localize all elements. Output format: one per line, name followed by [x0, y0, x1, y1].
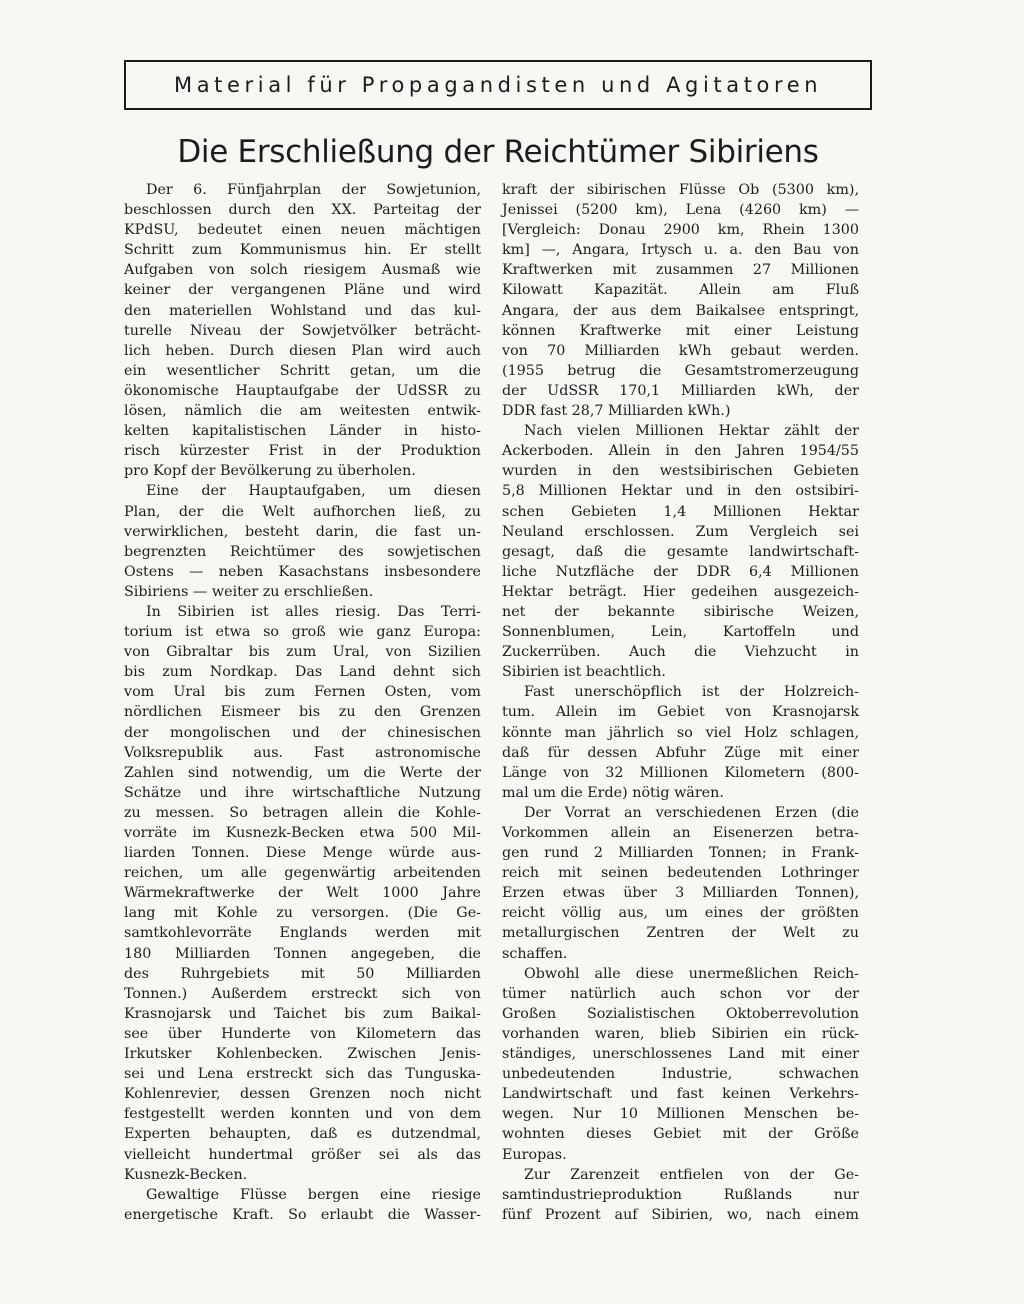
text-line: zu messen. So betragen allein die Kohle- [124, 804, 481, 821]
text-line: Irkutsker Kohlenbecken. Zwischen Jenis- [124, 1046, 481, 1063]
text-line: vorhanden waren, blieb Sibirien ein rück- [502, 1025, 859, 1042]
text-line: reicht völlig aus, um eines der größten [502, 905, 859, 922]
text-line: Schritt zum Kommunismus hin. Er stellt [124, 242, 481, 259]
text-line: von Gibraltar bis zum Ural, von Sizilien [124, 644, 481, 661]
text-line: Zahlen sind notwendig, um die Werte der [124, 764, 481, 781]
text-line: daß für dessen Abfuhr Züge mit einer [502, 744, 859, 761]
text-line: nördlichen Eismeer bis zu den Grenzen [124, 704, 481, 721]
text-line: In Sibirien ist alles riesig. Das Terri- [146, 603, 481, 620]
text-line: des Ruhrgebiets mit 50 Milliarden [124, 965, 481, 982]
text-line: Plan, der die Welt aufhorchen ließ, zu [124, 503, 481, 520]
article-title: Die Erschließung der Reichtümer Sibiriens [177, 134, 819, 170]
text-line: 5,8 Millionen Hektar und in den ostsibiri- [502, 483, 859, 500]
text-line: reichen, um alle gegenwärtig arbeitenden [124, 865, 481, 882]
text-line: turelle Niveau der Sowjetvölker beträcht- [124, 322, 481, 339]
text-line: Zur Zarenzeit entfielen von der Ge- [524, 1166, 859, 1183]
text-line: von 70 Milliarden kWh gebaut werden. [502, 342, 859, 359]
text-line: reich mit seinen bedeutenden Lothringer [502, 865, 859, 882]
text-line: Kohlenrevier, dessen Grenzen noch nicht [124, 1086, 481, 1103]
text-line: liche Nutzfläche der DDR 6,4 Millionen [502, 563, 859, 580]
text-line: wegen. Nur 10 Millionen Menschen be- [502, 1106, 859, 1123]
text-line: vom Ural bis zum Fernen Osten, vom [124, 684, 481, 701]
text-line: Kusnezk-Becken. [124, 1166, 248, 1183]
text-line: Landwirtschaft und fast keinen Verkehrs- [502, 1086, 859, 1103]
text-line: ständiges, unerschlossenes Land mit einer [502, 1046, 859, 1063]
text-line: Aufgaben von solch riesigem Ausmaß wie [124, 262, 481, 279]
text-line: liarden Tonnen. Diese Menge würde aus- [124, 845, 481, 862]
text-line: festgestellt werden konnten und von dem [124, 1106, 481, 1123]
text-line: lösen, nämlich die am weitesten entwik- [124, 403, 481, 420]
text-line: ein wesentlicher Schritt getan, um die [124, 362, 481, 379]
text-line: torium ist etwa so groß wie ganz Europa: [124, 624, 481, 641]
text-line: metallurgischen Zentren der Welt zu [502, 925, 859, 942]
text-line: tum. Allein im Gebiet von Krasnojarsk [502, 704, 859, 721]
text-line: Europas. [502, 1146, 567, 1163]
section-header-box [124, 60, 872, 110]
text-line: DDR fast 28,7 Milliarden kWh.) [502, 403, 731, 420]
text-line: Volksrepublik aus. Fast astronomische [124, 744, 481, 761]
text-line: verwirklichen, besteht darin, die fast un- [124, 523, 481, 540]
section-header-label: Material für Propagandisten und Agitatoren [174, 73, 823, 97]
text-line: Obwohl alle diese unermeßlichen Reich- [524, 965, 859, 982]
text-line: schaffen. [502, 945, 568, 962]
text-line: Erzen etwas über 3 Milliarden Tonnen), [502, 885, 859, 902]
text-line: keiner der vergangenen Pläne und wird [124, 282, 481, 299]
text-line: KPdSU, bedeutet einen neuen mächtigen [124, 222, 481, 239]
text-line: der UdSSR 170,1 Milliarden kWh, der [502, 382, 859, 399]
text-line: sei und Lena erstreckt sich das Tunguska- [124, 1066, 481, 1083]
text-line: Vorkommen allein an Eisenerzen betra- [502, 825, 859, 841]
text-line: unbedeutenden Industrie, schwachen [502, 1066, 859, 1083]
text-line: kelten kapitalistischen Länder in histo- [124, 423, 481, 440]
text-line: [Vergleich: Donau 2900 km, Rhein 1300 [502, 222, 859, 239]
text-line: lich heben. Durch diesen Plan wird auch [124, 342, 481, 359]
text-line: Kraftwerken mit zusammen 27 Millionen [502, 262, 859, 279]
article-column-left [124, 180, 481, 1225]
text-line: Schätze und ihre wirtschaftliche Nutzung [124, 784, 481, 801]
text-line: Neuland erschlossen. Zum Vergleich sei [502, 523, 859, 540]
text-line: Ostens — neben Kasachstans insbesondere [124, 563, 481, 580]
text-line: kraft der sibirischen Flüsse Ob (5300 km), [502, 182, 859, 198]
text-line: wurden in den westsibirischen Gebieten [502, 463, 859, 480]
text-line: energetische Kraft. So erlaubt die Wasser- [124, 1206, 481, 1223]
text-line: Gewaltige Flüsse bergen eine riesige [146, 1186, 481, 1203]
text-line: können Kraftwerke mit einer Leistung [502, 322, 859, 339]
text-line: wohnten dieses Gebiet mit der Größe [502, 1126, 859, 1143]
text-line: Wärmekraftwerke der Welt 1000 Jahre [124, 885, 481, 902]
text-line: Experten behaupten, daß es dutzendmal, [124, 1126, 481, 1143]
text-line: pro Kopf der Bevölkerung zu überholen. [124, 463, 416, 480]
text-line: see über Hunderte von Kilometern das [124, 1025, 481, 1042]
text-line: Sibiriens — weiter zu erschließen. [124, 583, 374, 600]
text-line: net der bekannte sibirische Weizen, [502, 603, 859, 620]
article-column-right [502, 180, 859, 1225]
text-line: gesagt, daß die gesamte landwirtschaft- [502, 543, 859, 560]
text-line: (1955 betrug die Gesamtstromerzeugung [502, 362, 859, 379]
text-line: Der 6. Fünfjahrplan der Sowjetunion, [146, 182, 481, 198]
text-line: könnte man jährlich so viel Holz schlagen, [502, 724, 859, 741]
text-line: samtkohlevorräte Englands werden mit [124, 925, 481, 942]
text-line: mal um die Erde) nötig wären. [502, 784, 724, 801]
text-line: begrenzten Reichtümer des sowjetischen [124, 543, 481, 560]
text-line: den materiellen Wohlstand und das kul- [124, 302, 481, 319]
text-line: risch kürzester Frist in der Produktion [124, 443, 481, 460]
text-line: Sibirien ist beachtlich. [502, 664, 666, 681]
text-line: Angara, der aus dem Baikalsee entspringt, [502, 302, 859, 319]
text-line: gen rund 2 Milliarden Tonnen; in Frank- [502, 845, 859, 862]
text-line: ökonomische Hauptaufgabe der UdSSR zu [124, 382, 481, 399]
text-line: Länge von 32 Millionen Kilometern (800- [502, 764, 859, 781]
text-line: Nach vielen Millionen Hektar zählt der [524, 423, 859, 440]
text-line: schen Gebieten 1,4 Millionen Hektar [502, 503, 859, 520]
text-line: Krasnojarsk und Taichet bis zum Baikal- [124, 1005, 481, 1022]
text-line: tümer natürlich auch schon vor der [502, 985, 859, 1002]
text-line: vielleicht hundertmal größer sei als das [124, 1146, 481, 1163]
text-line: bis zum Nordkap. Das Land dehnt sich [124, 664, 481, 681]
text-line: samtindustrieproduktion Rußlands nur [502, 1186, 859, 1203]
text-line: vorräte im Kusnezk-Becken etwa 500 Mil- [124, 825, 481, 841]
text-line: km] —, Angara, Irtysch u. a. den Bau von [502, 242, 859, 259]
text-line: Der Vorrat an verschiedenen Erzen (die [524, 804, 859, 821]
text-line: Kilowatt Kapazität. Allein am Fluß [502, 282, 859, 299]
text-line: Fast unerschöpflich ist der Holzreich- [524, 684, 859, 701]
text-line: Großen Sozialistischen Oktoberrevolution [502, 1005, 859, 1022]
text-line: lang mit Kohle zu versorgen. (Die Ge- [124, 905, 481, 922]
text-line: der mongolischen und der chinesischen [124, 724, 481, 741]
text-line: Ackerboden. Allein in den Jahren 1954/55 [502, 443, 859, 460]
text-line: fünf Prozent auf Sibirien, wo, nach einem [502, 1206, 859, 1223]
text-line: beschlossen durch den XX. Parteitag der [124, 202, 481, 219]
text-line: Jenissei (5200 km), Lena (4260 km) — [502, 202, 859, 219]
text-line: Zuckerrüben. Auch die Viehzucht in [502, 644, 859, 661]
text-line: Hektar beträgt. Hier gedeihen ausgezeich- [502, 583, 859, 600]
text-line: Eine der Hauptaufgaben, um diesen [146, 483, 481, 500]
text-line: 180 Milliarden Tonnen angegeben, die [124, 945, 481, 962]
text-line: Sonnenblumen, Lein, Kartoffeln und [502, 624, 859, 641]
text-line: Tonnen.) Außerdem erstreckt sich von [124, 985, 481, 1002]
